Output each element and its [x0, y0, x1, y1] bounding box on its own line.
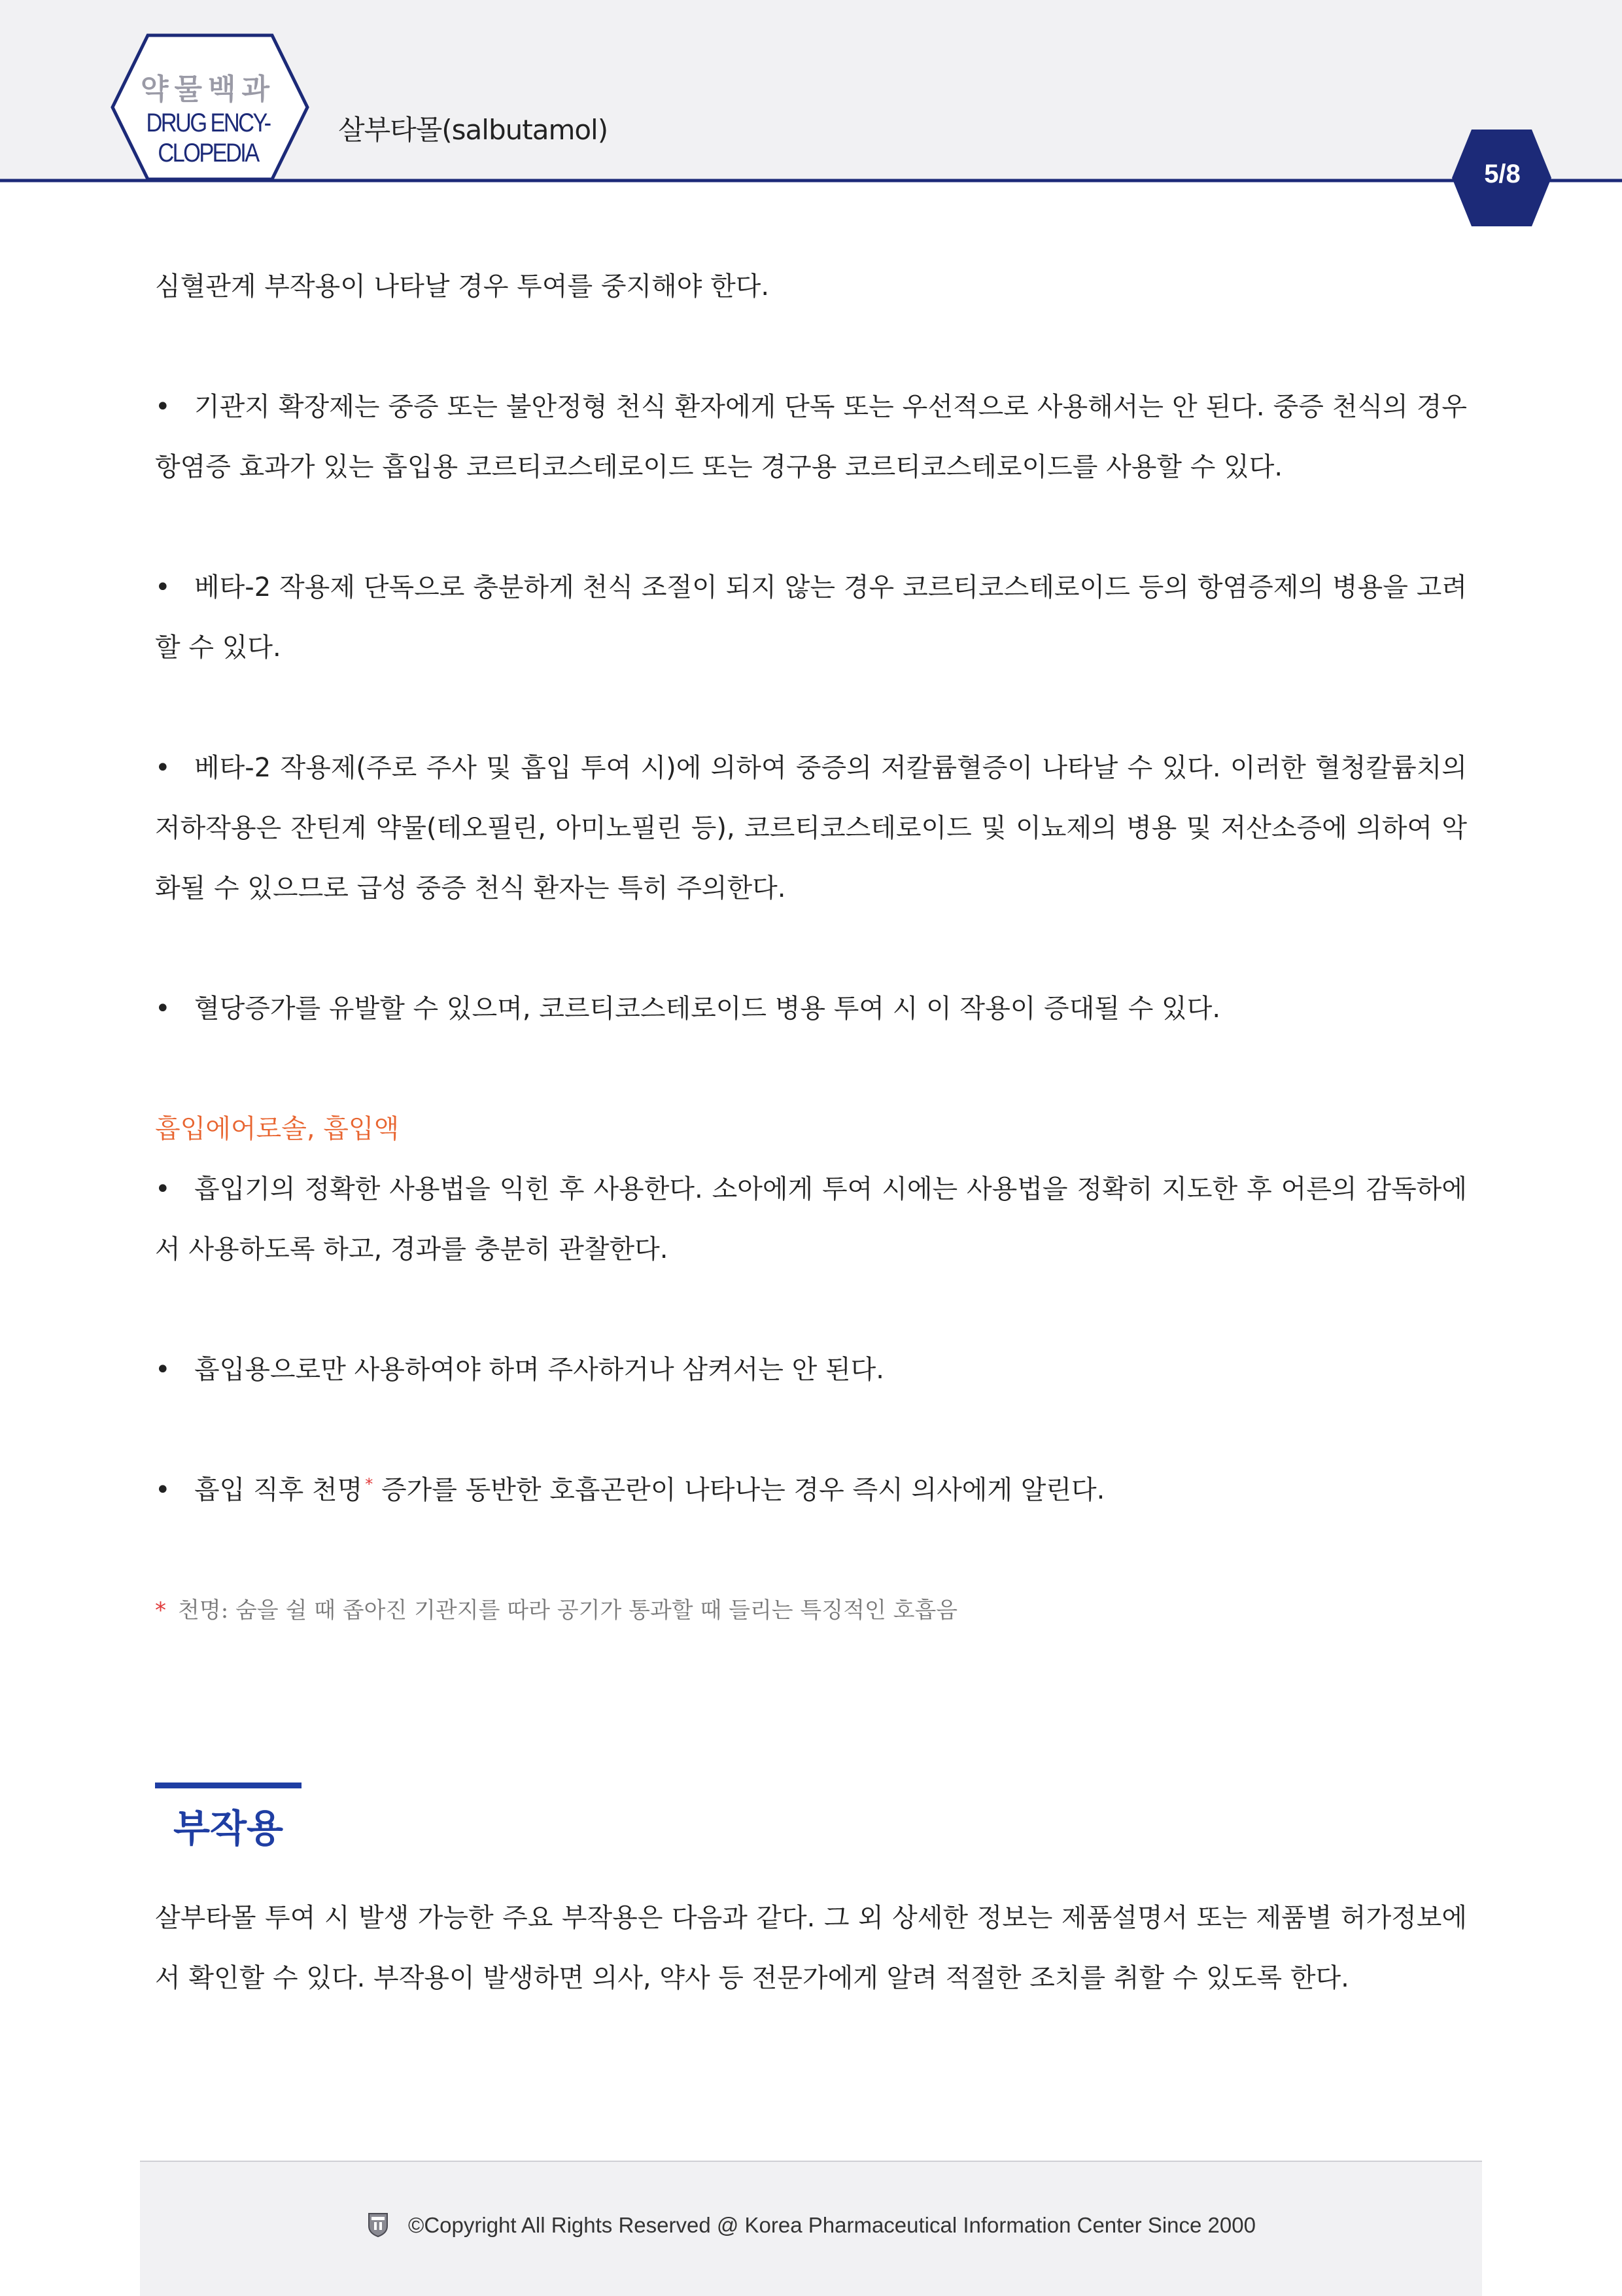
page-number: 5/8 [1484, 160, 1521, 188]
logo-korean: 약물백과 [140, 73, 275, 106]
footnote-mark: * [155, 1597, 166, 1624]
bullet-text: 베타-2 작용제(주로 주사 및 흡입 투여 시)에 의하여 중증의 저칼륨혈증이 나타날 수 있다. 이러한 혈청칼륨치의 저하작용은 잔틴계 약물(테오필린, 아미노필린 등), 코르티코스테로이드 및 이뇨제의 병용 및 저산소증에 의하여 악화될 수 있으므로 급성 중증 천식 환자는 특히 주의한다. [155, 753, 1467, 903]
footnote [155, 1580, 1467, 1641]
bullet-text: 혈당증가를 유발할 수 있으며, 코르티코스테로이드 병용 투여 시 이 작용이 증대될 수 있다. [194, 994, 1221, 1024]
subheading-inhalation: 흡입에어로솔, 흡입액 [155, 1114, 400, 1144]
bullet-symbol: • [155, 753, 171, 783]
bullet-text: 흡입기의 정확한 사용법을 익힌 후 사용한다. 소아에게 투여 시에는 사용법을 정확히 지도한 후 어른의 감독하에서 사용하도록 하고, 경과를 충분히 관찰한다. [155, 1174, 1467, 1264]
bullet-symbol: • [155, 1475, 171, 1505]
footnote-reference-mark: * [365, 1474, 373, 1493]
section-paragraph: 살부타몰 투여 시 발생 가능한 주요 부작용은 다음과 같다. 그 외 상세한 정보는 제품설명서 또는 제품별 허가정보에서 확인할 수 있다. 부작용이 발생하면 의사, 약사 등 전문가에게 알려 적절한 조치를 취할 수 있도록 한다. [155, 1903, 1467, 1993]
bullet-item [155, 979, 1467, 1039]
document-title: 살부타몰(salbutamol) [338, 114, 608, 146]
paragraph-cardiovascular: 심혈관계 부작용이 나타날 경우 투여를 중지해야 한다. [155, 271, 770, 302]
section-accent-bar [155, 1783, 302, 1788]
bullet-item [155, 738, 1467, 918]
bullet-item [155, 1340, 1467, 1400]
bullet-text: 흡입용으로만 사용하여야 하며 주사하거나 삼켜서는 안 된다. [194, 1355, 885, 1385]
footer-copyright: ©Copyright All Rights Reserved @ Korea Pharmaceutical Information Center Since 2000 [408, 2213, 1256, 2237]
footnote-text: 천명: 숨을 쉴 때 좁아진 기관지를 따라 공기가 통과할 때 들리는 특징적인 호흡음 [178, 1597, 958, 1624]
bullet-symbol: • [155, 1355, 171, 1385]
footer-content [140, 2213, 1482, 2240]
shield-logo-icon [366, 2212, 390, 2238]
bullet-symbol: • [155, 1174, 171, 1204]
bullet-text: 기관지 확장제는 중증 또는 불안정형 천식 환자에게 단독 또는 우선적으로 사용해서는 안 된다. 중증 천식의 경우 항염증 효과가 있는 흡입용 코르티코스테로이드 또는 경구용 코르티코스테로이드를 사용할 수 있다. [155, 392, 1467, 482]
bullet-item [155, 1460, 1467, 1520]
main-content [155, 256, 1467, 1641]
bullet-symbol: • [155, 994, 171, 1024]
bullet-symbol: • [155, 392, 171, 422]
section-title: 부작용 [173, 1806, 284, 1851]
logo-english-line2: CLOPEDIA [158, 139, 258, 167]
bullet-symbol: • [155, 572, 171, 602]
bullet-text-after-mark: 증가를 동반한 호흡곤란이 나타나는 경우 즉시 의사에게 알린다. [373, 1475, 1105, 1505]
logo-english-line1: DRUG ENCY- [146, 109, 270, 137]
bullet-text-before-mark: 흡입 직후 천명 [194, 1475, 363, 1505]
footer [140, 2161, 1482, 2296]
logo-english [141, 108, 275, 168]
bullet-item [155, 557, 1467, 678]
section-body [155, 1888, 1467, 2008]
bullet-text: 베타-2 작용제 단독으로 충분하게 천식 조절이 되지 않는 경우 코르티코스테로이드 등의 항염증제의 병용을 고려할 수 있다. [155, 572, 1467, 663]
bullet-item [155, 377, 1467, 497]
bullet-item [155, 1159, 1467, 1279]
